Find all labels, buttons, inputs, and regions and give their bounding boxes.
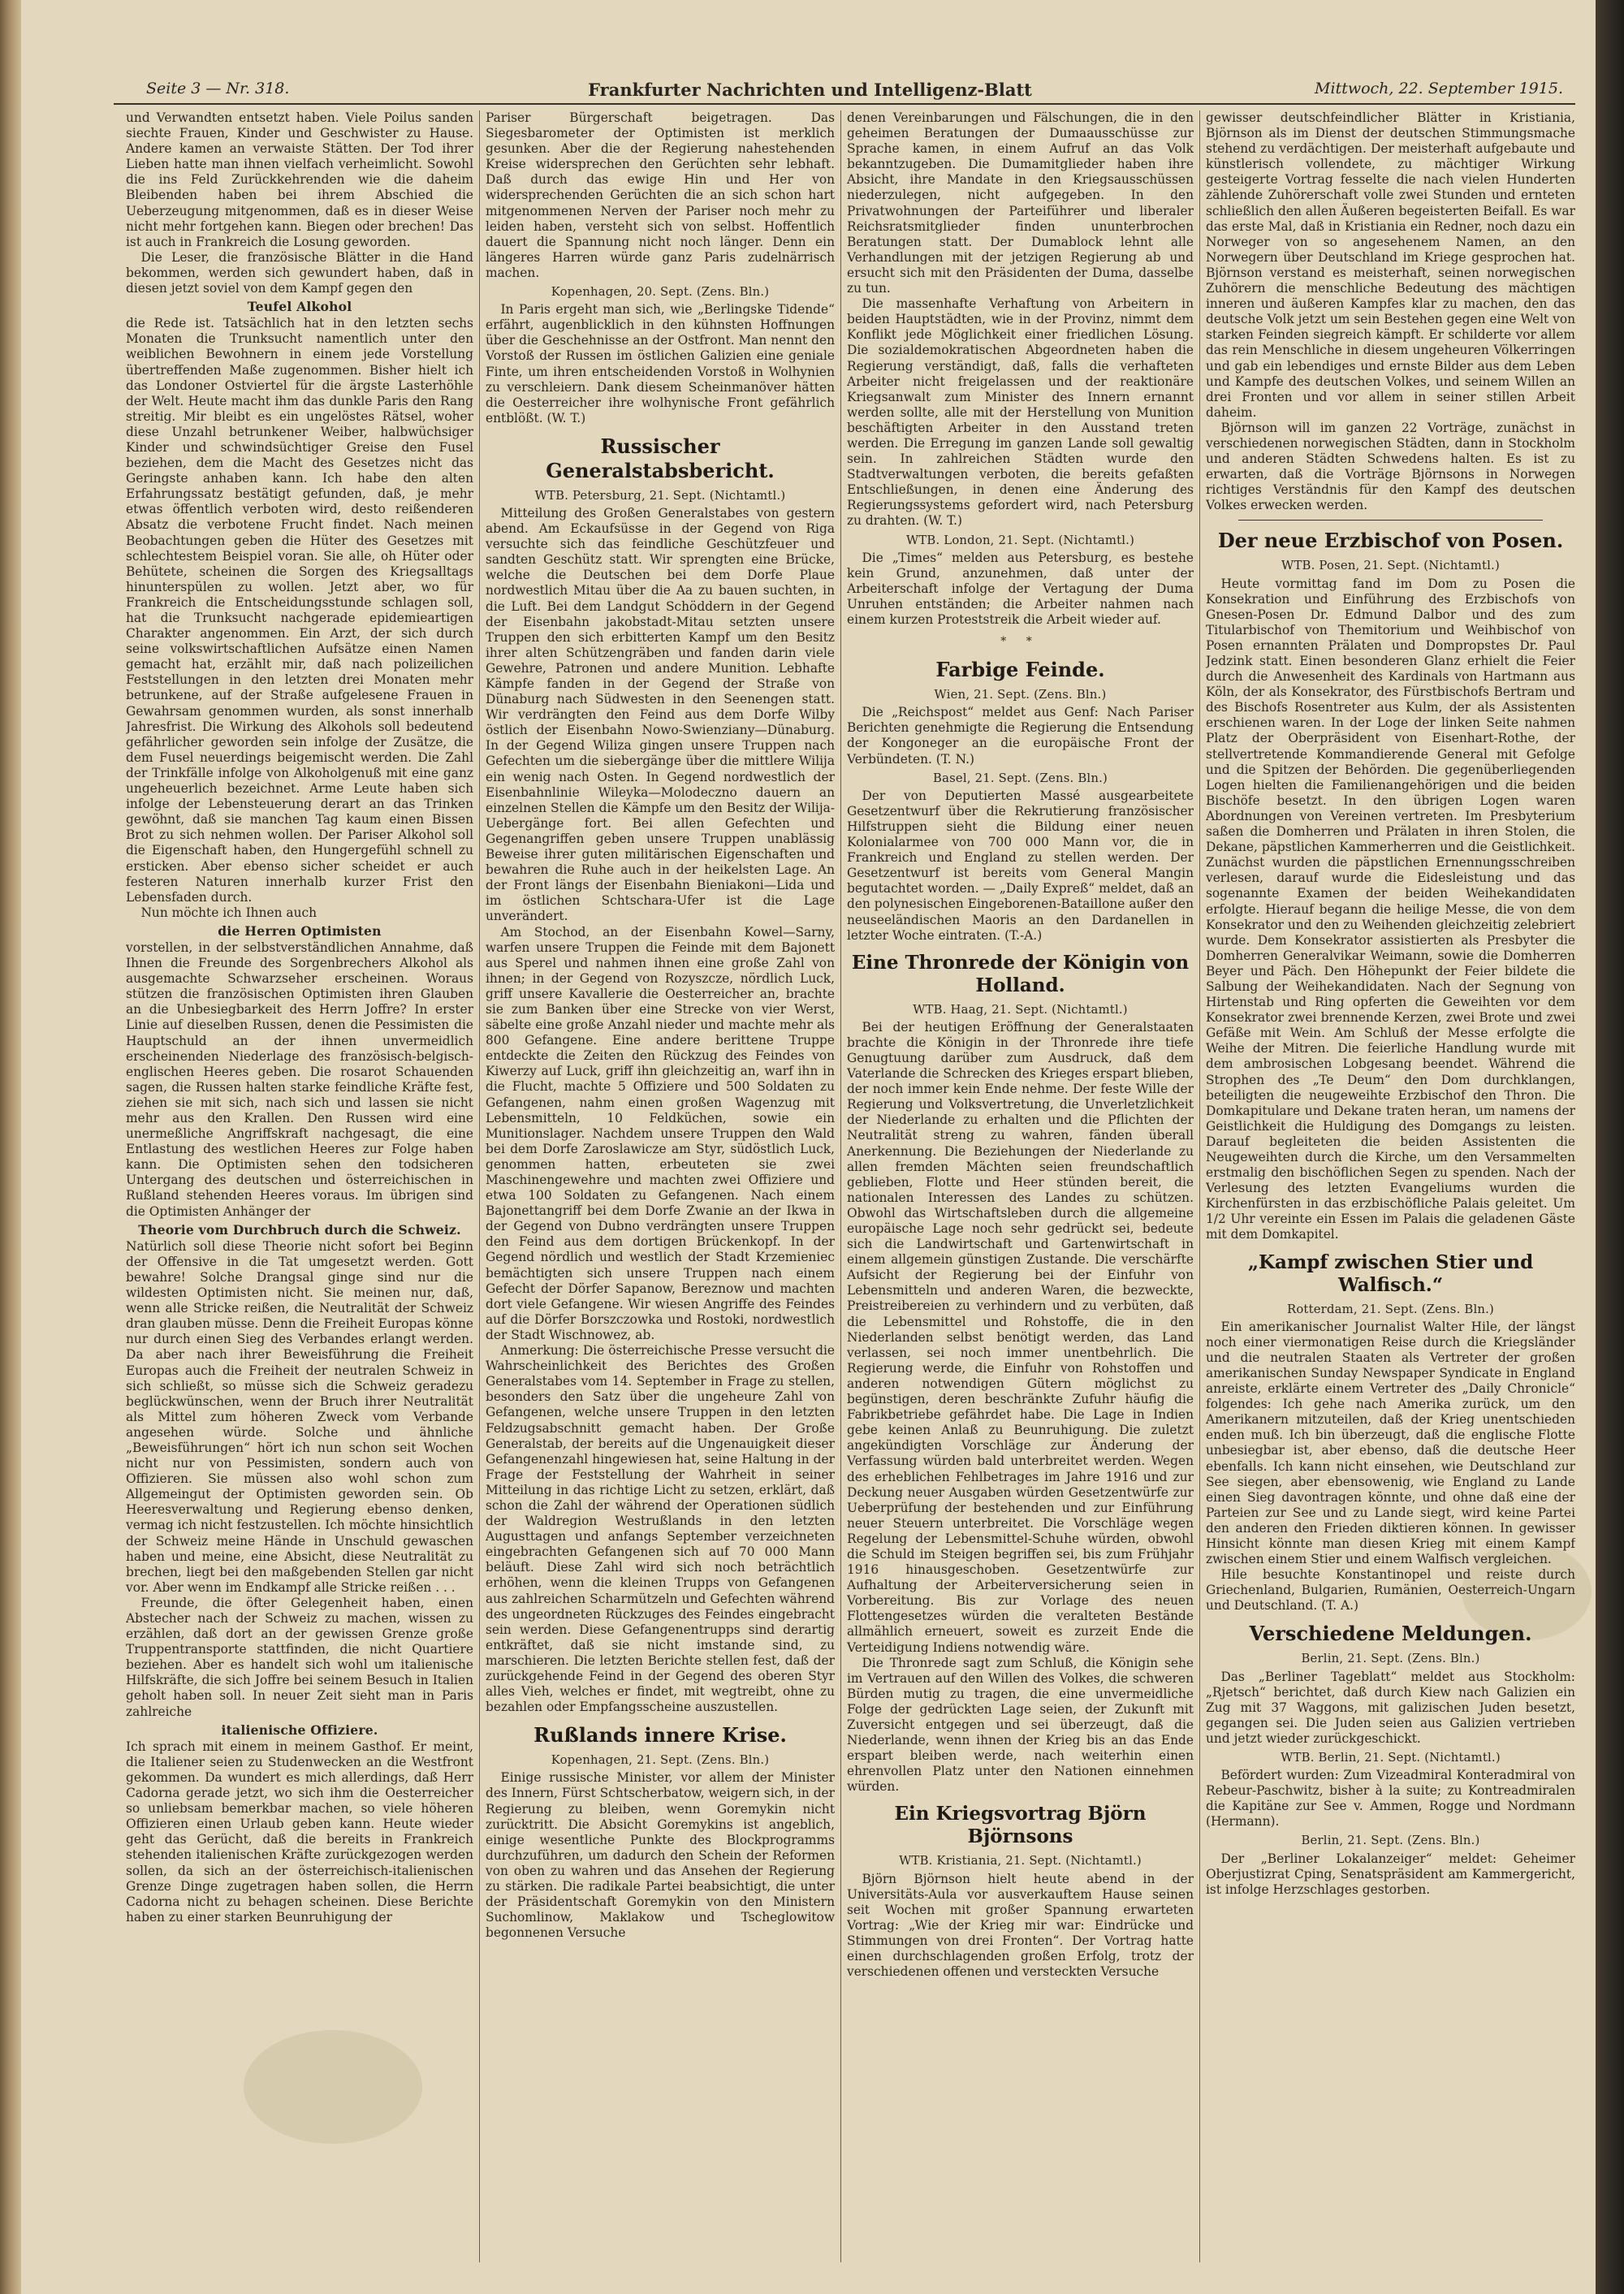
paragraph: Bei der heutigen Eröffnung der Generalstaaten brachte die Königin in der Thronrede ihre tiefe Genugtuung darüber zum Ausdruck, daß dem Vaterlande die Schrecken des Krieges erspart blieben, der noch immer kein Ende nehme. Der feste Wille der Regierung und Volksvertretung, die Unverletzlichkeit der Niederlande zu erhalten und die Pflichten der Neutralität streng zu wahren, fänden überall Anerkennung. Die Beziehungen der Niederlande zu allen fremden Mächten seien freundschaftlich geblieben, Flotte und Heer stünden bereit, die nationalen Interessen des Landes zu schützen. Obwohl das Wirtschaftsleben durch die allgemeine europäische Lage noch sehr gedrückt sei, bedeute sich die Landwirtschaft und Gartenwirtschaft in einem allgemein günstigen Zustande. Die verschärfte Aufsicht der Regierung bei der Einfuhr von Lebensmitteln und anderen Waren, die bezweckte, Preistreibereien zu verhindern und zu verbüten, daß die Lebensmittel und Rohstoffe, die in den Niederlanden selbst benötigt werden, das Land verlassen, sei noch immer unentbehrlich. Die Regierung werde, die Einfuhr von Rohstoffen und anderen notwendigen Gütern möglichst zu begünstigen, deren beschränkte Zufuhr häufig die Fabrikbetriebe gefährdet habe. Die Lage in Indien gebe keinen Anlaß zu Beunruhigung. Die zuletzt angekündigten Vorschläge zur Änderung der Verfassung würden bald unterbreitet werden. Wegen des erheblichen Fehlbetrages im Jahre 1916 und zur Deckung neuer Ausgaben würden Gesetzentwürfe zur Ueberprüfung der bestehenden und zur Einführung neuer Steuern unterbreitet. Die Vorschläge wegen Regelung der Lebensmittel-Schuhe würden, obwohl die Schuld im Steigen begriffen sei, bis zum Frühjahr 1916 hinausgeschoben. Gesetzentwürfe zur Aufhaltung der Arbeiterversicherung seien in Vorbereitung. Bis zur Vorlage des neuen Flottengesetzes würden die veralteten Bestände allmählich erneuert, soweit es zurzeit Ende die Verteidigung Indiens notwendig wäre. [847, 1019, 1194, 1655]
paragraph: Heute vormittag fand im Dom zu Posen die Konsekration und Einführung des Erzbischofs von Gnesen-Posen Dr. Edmund Dalbor und des zum Titularbischof von Themitorium und Weihbischof von Posen ernannten Prälaten und Dompropstes Dr. Paul Jedzink statt. Einen besonderen Glanz erhielt die Feier durch die Anwesenheit des Kardinals von Hartmann aus Köln, der als Konsekrator, des Fürstbischofs Bertram und des Bischofs Rosentreter aus Kulm, der als Assistenten erschienen waren. In der Loge der linken Seite nahmen Platz der Oberpräsident von Eisenhart-Rothe, der stellvertretende Kommandierende General mit Gefolge und die Spitzen der Behörden. Die gegenüberliegenden Logen hielten die Familienangehörigen und die beiden Bischöfe besetzt. In den übrigen Logen waren Abordnungen von Vereinen vertreten. Im Presbyterium saßen die Domherren und Prälaten in ihren Stolen, die Dekane, päpstlichen Kammerherren und die Geistlichkeit. Zunächst wurden die päpstlichen Ernennungsschreiben verlesen, darauf wurde die Eidesleistung und das sogenannte Examen der beiden Weihekandidaten erfolgte. Hierauf begann die heilige Messe, die von dem Konsekrator und den zu Weihenden gleichzeitig zelebriert wurde. Dem Konsekrator assistierten als Presbyter die Domherren Generalvikar Weimann, sowie die Domherren Beyer und Päch. Den Höhepunkt der Feier bildete die Salbung der Weihekandidaten. Nach der Segnung von Hirtenstab und Ring opferten die Geweihten vor dem Konsekrator zwei brennende Kerzen, zwei Brote und zwei Gefäße mit Wein. Am Schluß der Messe erfolgte die Weihe der Mitren. Die feierliche Handlung wurde mit dem ambrosischen Lobgesang beendet. Während die Strophen des „Te Deum“ den Dom durchklangen, beteiligten die neugeweihte Erzbischof den Thron. Die Domkapitulare und Dekane traten heran, um namens der Geistlichkeit die Huldigung des Domgangs zu leisten. Darauf begleiteten die beiden Assistenten die Neugeweihten durch die Kirche, um den Versammelten erstmalig den bischöflichen Segen zu spenden. Nach der Verlesung des letzten Evangeliums wurden die Kirchenfürsten in das erzbischöfliche Palais geleitet. Um 1/2 Uhr vereinte ein Essen im Palais die geladenen Gäste mit dem Domkapitel. [1206, 576, 1575, 1242]
section-rule [1238, 520, 1543, 521]
masthead [41, 73, 1579, 101]
article-headline: Der neue Erzbischof von Posen. [1217, 529, 1564, 553]
paragraph: Der „Berliner Lokalanzeiger“ meldet: Geheimer Oberjustizrat Cping, Senatspräsident am Kammergericht, ist infolge Herzschlages gestorben. [1206, 1851, 1575, 1897]
paragraph: Nun möchte ich Ihnen auch [140, 905, 317, 920]
column-divider [840, 110, 841, 2262]
dateline: Basel, 21. Sept. (Zens. Bln.) [933, 771, 1108, 785]
paragraph: Ich sprach mit einem in meinem Gasthof. Er meint, die Italiener seien zu Studenwecken an die Westfront gekommen. Da wundert es mich allerdings, daß Herr Cadorna gerade jetzt, wo sich ihm die Oesterreicher so unliebsam bemerkbar machen, so viele höheren Offizieren einen Urlaub geben kann. Heute wieder geht das Gerücht, daß die bereits in Frankreich stehenden italienischen Kräfte zurückgezogen werden sollen, da sich an der österreichisch-italienischen Grenze Dinge zugetragen haben sollen, die Herrn Cadorna nicht zu behagen scheinen. Diese Berichte haben zu einer starken Beunruhigung der [126, 1739, 473, 1925]
paragraph: Hile besuchte Konstantinopel und reiste durch Griechenland, Bulgarien, Rumänien, Oesterreich-Ungarn und Deutschland. (T. A.) [1206, 1567, 1575, 1614]
paragraph: die Rede ist. Tatsächlich hat in den letzten sechs Monaten die Trunksucht namentlich unter den weiblichen Bewohnern in einem jede Vorstellung übertreffenden Maße zugenommen. Bisher hielt ich das Londoner Ostviertel für die ärgste Lasterhöhle der Welt. Heute macht ihm das dunkle Paris den Rang streitig. Mir bleibt es ein ungelöstes Rätsel, woher diese Unzahl betrunkener Weiber, halbwüchsiger Kinder und schwindsüchtiger Greise den Fusel beziehen, dem die Macht des Gesetzes nicht das Geringste anhaben kann. Ich habe den alten Erfahrungssatz bestätigt gefunden, daß, je mehr etwas öffentlich verboten wird, desto reißenderen Absatz die verbotene Frucht findet. Nach meinen Beobachtungen geben die Hüter des Gesetzes mit schlechtestem Beispiel voran. Sie alle, oh Hüter oder Behütete, scheinen die Sorgen des Kriegsalltags hinunterspülen zu wollen. Jetzt aber, wo für Frankreich die Entscheidungsstunde schlagen soll, hat die Trunksucht nachgerade epidemieartigen Charakter angenommen. Ein Arzt, der sich durch seine volkswirtschaftlichen Aufsätze einen Namen gemacht hat, erzählt mir, daß nach polizeilichen Feststellungen in den letzten drei Monaten mehr betrunkene, auf der Straße aufgelesene Frauen in Gewahrsam genommen wurden, als sonst innerhalb Jahresfrist. Die Wirkung des Alkohols soll bedeutend gefährlicher geworden sein infolge der Zusätze, die dem Fusel neuerdings beigemischt werden. Die Zahl der Trinkfälle infolge von Alkoholgenuß mit eine ganz ungeheuerlich bezeichnet. Arme Leute haben sich infolge der Lebensteuerung derart an das Trinken gewöhnt, daß sie manchen Tag kaum einen Bissen Brot zu sich nehmen wollen. Der Pariser Alkohol soll die Eigenschaft haben, den Hungergefühl schnell zu ersticken. Aber ebenso sicher scheidet er auch festeren Naturen innerhalb kurzer Frist den Lebensfaden durch. [126, 316, 473, 905]
dateline: WTB. London, 21. Sept. (Nichtamtl.) [905, 533, 1135, 547]
subheading: Theorie vom Durchbruch durch die Schweiz. [138, 1221, 461, 1238]
paragraph: Die Leser, die französische Blätter in die Hand bekommen, werden sich gewundert haben, daß in diesen jetzt soviel von dem Kampf gegen den [126, 249, 473, 296]
dateline: Berlin, 21. Sept. (Zens. Bln.) [1301, 1652, 1480, 1666]
book-binding [0, 0, 21, 2294]
page-number: Seite 3 — Nr. 318. [146, 80, 290, 97]
column-divider [479, 110, 480, 2262]
paragraph: Natürlich soll diese Theorie nicht sofort bei Beginn der Offensive in die Tat umgesetzt werden. Gott bewahre! Solche Drangsal ginge sind nur die wildesten Optimisten nicht. Sie meinen nur, daß, wenn alle Stricke reißen, die Neutralität der Schweiz dran glauben müsse. Denn die Freiheit Europas könne nur durch einen Sieg des Verbandes erlangt werden. Da aber nach ihrer Beweisführung die Freiheit Europas auch die Freiheit der neutralen Schweiz in sich schließt, so müsse sich die Schweiz geradezu beglückwünschen, wenn der Bruch ihrer Neutralität als Mittel zum höheren Zweck vom Verbande angesehen würde. Solche und ähnliche „Beweisführungen“ hört ich nun schon seit Wochen nicht nur von Pessimisten, sondern auch von Offizieren. Sie müssen also wohl schon zum Allgemeingut der Optimisten geworden sein. Ob Heeresverwaltung und Regierung ebenso denken, vermag ich nicht festzustellen. Ich möchte hinsichtlich der Schweiz meine Hände in Unschuld gewaschen haben und meine, eine Absicht, diese Neutralität zu brechen, liegt bei den maßgebenden Stellen gar nicht vor. Aber wenn im Endkampf alle Stricke reißen . . . [126, 1238, 473, 1595]
dateline: WTB. Berlin, 21. Sept. (Nichtamtl.) [1281, 1751, 1501, 1765]
dateline: Rotterdam, 21. Sept. (Zens. Bln.) [1286, 1302, 1494, 1316]
dateline: WTB. Posen, 21. Sept. (Nichtamtl.) [1281, 559, 1500, 573]
column-2 [486, 110, 835, 2270]
paragraph: Der von Deputierten Massé ausgearbeitete Gesetzentwurf über die Rekrutierung französischer Hilfstruppen sieht die Bildung einer neuen Kolonialarmee von 700 000 Mann vor, die in Frankreich und England zu stellen werden. Der Gesetzentwurf ist bereits vom General Mangin begutachtet worden. — „Daily Expreß“ meldet, daß an den polynesischen Eingeborenen-Bataillone außer den neuseeländischen Maoris an den Dardanellen in letzter Woche eintraten. (T.-A.) [847, 788, 1194, 943]
column-1 [126, 110, 473, 2270]
dateline: Berlin, 21. Sept. (Zens. Bln.) [1301, 1834, 1480, 1848]
article-headline: Ein Kriegsvortrag Björn Björnsons [894, 1803, 1147, 1848]
paragraph: Die Thronrede sagt zum Schluß, die Königin sehe im Vertrauen auf den Willen des Volkes, die schweren Bürden mutig zu tragen, die eine unvermeidliche Folge der gedrückten Lage seien, der Zukunft mit Zuversicht entgegen und sei überzeugt, daß die Niederlande, wenn ihnen der Krieg bis an das Ende erspart bleiben werde, nach weiterhin einen ehrenvollen Platz unter den Nationen einnehmen würden. [847, 1655, 1194, 1795]
paragraph: Pariser Bürgerschaft beigetragen. Das Siegesbarometer der Optimisten ist merklich gesunken. Aber die der Regierung nahestehenden Kreise widersprechen den Gerüchten sehr lebhaft. Daß durch das ewige Hin und Her von widersprechenden Gerüchten die an sich schon hart mitgenommenen Nerven der Pariser noch mehr zu leiden haben, versteht sich von selbst. Hoffentlich dauert die Spannung nicht noch länger. Denn ein längeres Harren würde ganz Paris zudelnärrisch machen. [486, 110, 835, 280]
dateline: WTB. Haag, 21. Sept. (Nichtamtl.) [913, 1002, 1128, 1017]
subheading: Teufel Alkohol [247, 299, 352, 315]
paragraph: Die „Times“ melden aus Petersburg, es bestehe kein Grund, anzunehmen, daß unter der Arbeiterschaft infolge der Vertagung der Duma Unruhen entständen; die Arbeiter nahmen nach einem kurzen Proteststreik die Arbeit wieder auf. [847, 550, 1194, 627]
paragraph: und Verwandten entsetzt haben. Viele Poilus sanden siechte Frauen, Kinder und Geschwister zu Hause. Andere kamen an verwaiste Stätten. Der Tod ihrer Lieben hatte man ihnen vielfach verheimlicht. Sowohl die ins Feld Zurückkehrenden wie die daheim Bleibenden haben bei ihrem Abschied die Ueberzeugung mitgenommen, daß es in dieser Weise nicht mehr fortgehen kann. Biegen oder brechen! Das ist auch in Frankreich die Losung geworden. [126, 110, 473, 249]
paragraph: In Paris ergeht man sich, wie „Berlingske Tidende“ erfährt, augenblicklich in den kühnsten Hoffnungen über die Geschehnisse an der Ostfront. Man nennt den Vorstoß der Russen im östlichen Galizien eine geniale Finte, um ihren entscheidenden Vorstoß in Wolhynien zu verschleiern. Dank diesem Scheinmanöver hätten die Oesterreicher ihre wolhynische Front gefährlich entblößt. (W. T.) [486, 302, 835, 426]
paragraph: Ein amerikanischer Journalist Walter Hile, der längst noch einer viermonatigen Reise durch die Kriegsländer und die neutralen Staaten als Vertreter der großen amerikanischen Sunday Newspaper Syndicate in England anreiste, erklärte einem Vertreter des „Daily Chronicle“ folgendes: Ich gehe nach Amerika zurück, um den Amerikanern mitzuteilen, daß der Krieg unentschieden enden muß. Ich bin überzeugt, daß die englische Flotte unbesiegbar ist, aber ebenso, daß die deutsche Heer ebenfalls. Ich kann nicht einsehen, wie Deutschland zur See siegen, aber ebensowenig, wie England zu Lande einen Sieg davontragen könnte, und ohne daß eine der Parteien zur See und zu Lande siegt, wird keine Partei den anderen den Frieden diktieren können. In gewisser Hinsicht könnte man diesen Krieg mit einem Kampf zwischen einem Stier und einem Walfisch vergleichen. [1206, 1319, 1575, 1567]
paragraph: Mitteilung des Großen Generalstabes von gestern abend. Am Eckaufsüsse in der Gegend von Riga versuchte sich das feindliche Geschützfeuer und sandten Geschütz statt. Wir sprengten eine Brücke, welche die Deutschen bei dem Dorfe Plaue nordwestlich Mitau über die Aa zu bauen suchten, in die Luft. Bei dem Landgut Schöddern in der Gegend der Eisenbahn jakobstadt-Mitau setzten unsere Truppen den sich erbitterten Kampf um den Besitz ihrer alten Schützengräben und fanden darin viele Gewehre, Patronen und andere Munition. Lebhafte Kämpfe fanden in der Gegend der Straße von Dünaburg nach Südwesten in den Seenengen statt. Wir verdrängten den Feind aus dem Dorfe Wilby östlich der Eisenbahn Nowo-Swienziany—Dünaburg. In der Gegend Wiliza gingen unsere Truppen nach Gefechten um die siebergänge über die mittlere Wilija ein wenig nach Osten. In Gegend nordwestlich der Eisenbahnlinie Wileyka—Molodeczno dauern an einzelnen Stellen die Kämpfe um den Besitz der Wilija-Uebergänge fort. Bei allen Gefechten und Gegenangriffen geben unsere Truppen unablässig Beweise ihrer guten militärischen Eigenschaften und bewahren die Ruhe auch in der heikelsten Lage. An der Front längs der Eisenbahn Bieniakoni—Lida und im östlichen Schtschara-Ufer ist die Lage unverändert. [486, 505, 835, 924]
issue-date: Mittwoch, 22. September 1915. [1315, 80, 1563, 97]
header-rule [114, 103, 1575, 105]
article-headline: Eine Thronrede der Königin von Holland. [851, 951, 1190, 996]
paragraph: Björnson will im ganzen 22 Vorträge, zunächst in verschiedenen norwegischen Städten, dann in Stockholm und anderen Städten Schwedens halten. Es ist zu erwarten, daß die Vorträge Björnsons in Norwegen richtiges Verständnis für den Kampf des deutschen Volkes erwecken werden. [1206, 420, 1575, 513]
paragraph: Björn Björnson hielt heute abend in der Universitäts-Aula vor ausverkauftem Hause seinen seit Wochen mit großer Spannung erwarteten Vortrag: „Wie der Krieg mir war: Eindrücke und Stimmungen von drei Fronten“. Der Vortrag hatte einen durchschlagenden großen Erfolg, trotz der verschiedenen offenen und versteckten Versuche [847, 1871, 1194, 1980]
page-edge-shadow [1596, 0, 1624, 2294]
article-headline: „Kampf zwischen Stier und Walfisch.“ [1247, 1251, 1534, 1296]
column-3 [847, 110, 1194, 2270]
dateline: Kopenhagen, 20. Sept. (Zens. Bln.) [551, 285, 770, 300]
paragraph: Am Stochod, an der Eisenbahn Kowel—Sarny, warfen unsere Truppen die Feinde mit dem Bajonett aus Sperel und nahmen ihnen eine große Zahl von ihnen; in der Gegend von Rozyszcze, nördlich Luck, griff unsere Kavallerie die Oesterreicher an, brachte sie zum Banken über eine Strecke von vier Werst, säbelte eine große Anzahl nieder und machte mehr als 800 Gefangene. Eine andere berittene Truppe entdeckte die Zeiten den Rückzug des Feindes von Kiwerzy auf Luck, griff ihn gleichzeitig an, warf ihn in die Flucht, machte 5 Offiziere und 500 Soldaten zu Gefangenen, nahm einen großen Wagenzug mit Lebensmitteln, 10 Feldküchen, sowie ein Munitionslager. Nachdem unsere Truppen den Wald bei dem Dorfe Zaroslawicze am Styr, südöstlich Luck, genommen hatten, erbeuteten sie zwei Maschinengewehre und machten zwei Offiziere und etwa 100 Soldaten zu Gefangenen. Nach einem Bajonettangriff bei dem Dorfe Zwanie an der Ikwa in der Gegend von Dubno verdrängten unsere Truppen den Feind aus dem dortigen Brückenkopf. In der Gegend nördlich und westlich der Stadt Krzemieniec bemächtigten sich unsere Truppen nach einem Gefecht der Dörfer Sapanow, Bereznow und machten dort viele Gefangene. Wir wiesen Angriffe des Feindes auf die Dörfer Borszczowka und Rostoki, nordwestlich der Stadt Wischnowez, ab. [486, 924, 835, 1342]
paragraph: Die massenhafte Verhaftung von Arbeitern in beiden Hauptstädten, wie in der Provinz, nimmt dem Konflikt jede Möglichkeit einer friedlichen Lösung. Die sozialdemokratischen Abgeordneten haben die Regierung verständigt, daß, falls die verhafteten Arbeiter nicht freigelassen und der reaktionäre Kriegsanwalt zum Minister des Innern ernannt werden sollte, alle mit der Herstellung von Munition beschäftigten Arbeiter in den Ausstand treten werden. Die Erregung im ganzen Lande soll gewaltig sein. In zahlreichen Städten wurde den Stadtverwaltungen verboten, die bereits gefaßten Entschließungen, in denen eine Änderung des Regierungssystems gefordert wird, nach Petersburg zu drahten. (W. T.) [847, 296, 1194, 529]
column-4 [1206, 110, 1575, 2270]
dateline: WTB. Petersburg, 21. Sept. (Nichtamtl.) [534, 488, 786, 503]
paragraph: Das „Berliner Tageblatt“ meldet aus Stockholm: „Rjetsch“ berichtet, daß durch Kiew nach Galizien ein Zug mit 37 Waggons, mit galizischen Juden besetzt, gegangen sei. Die Juden seien aus Galizien vertrieben und jetzt wieder zurückgeschickt. [1206, 1669, 1575, 1746]
dateline: WTB. Kristiania, 21. Sept. (Nichtamtl.) [899, 1854, 1142, 1868]
paragraph: Befördert wurden: Zum Vizeadmiral Konteradmiral von Rebeur-Paschwitz, bisher à la suite; zu Kontreadmiralen die Kapitäne zur See v. Ammen, Rogge und Nordmann (Hermann). [1206, 1768, 1575, 1830]
article-headline: Russischer Generalstabsbericht. [546, 434, 775, 482]
column-divider [1199, 110, 1200, 2262]
paragraph: vorstellen, in der selbstverständlichen Annahme, daß Ihnen die Freunde des Sorgenbrechers Alkohol als ausgemachte Schwarzseher erscheinen. Woraus stützen die französischen Optimisten ihren Glauben an die Unbesiegbarkeit des Herrn Joffre? In erster Linie auf dieselben Russen, denen die Pessimisten die Hauptschuld an der ihnen unvermeidlich erscheinenden Niederlage des französisch-belgisch-englischen Heeres geben. Die rosarot Schauenden sagen, die Russen halten starke feindliche Kräfte fest, ziehen sie mit sich, nach sich und lassen sie nicht mehr aus den Krallen. Den Russen wird eine unermeßliche Angriffskraft nachgesagt, die eine Entlastung des westlichen Heeres zur Folge haben kann. Die Optimisten sehen den todsicheren Untergang des deutschen und österreichischen in Rußland stehenden Heeres voraus. Im übrigen sind die Optimisten Anhänger der [126, 940, 473, 1219]
article-headline: Farbige Feinde. [935, 658, 1105, 682]
subheading: italienische Offiziere. [221, 1722, 378, 1738]
paragraph: Die „Reichspost“ meldet aus Genf: Nach Pariser Berichten genehmigte die Regierung die Entsendung der Kongoneger an die europäische Front der Verbündeten. (T. N.) [847, 705, 1194, 767]
paragraph: Anmerkung: Die österreichische Presse versucht die Wahrscheinlichkeit des Berichtes des Großen Generalstabes vom 14. September in Frage zu stellen, besonders den Satz über die ungeheure Zahl von Gefangenen, welche unsere Truppen in den letzten Feldzugsabschnitt gemacht haben. Der Große Generalstab, der bereits auf die Ungenauigkeit dieser Gefangenenzahl hingewiesen hat, seine Haltung in der Frage der Feststellung der Wahrheit in seiner Mitteilung in das richtige Licht zu setzen, erklärt, daß schon die Zahl der während der Operationen südlich der Waldregion Westrußlands in den letzten Augusttagen und anfangs September verzeichneten eingebrachten Gefangenen sich auf 70 000 Mann beläuft. Diese Zahl wird sich noch beträchtlich erhöhen, wenn die kleinen Trupps von Gefangenen aus zahlreichen Scharmützeln und Gefechten während des ungeordneten Rückzuges des Feindes eingebracht sein werden. Diese Gefangenentrupps sind derartig entkräftet, daß sie nicht imstande sind, zu marschieren. Die letzten Berichte stellen fest, daß der zurückgehende Feind in der Gegend des oberen Styr alles Vieh, welches er findet, mit wegtreibt, ohne zu bezahlen oder Empfangsscheine auszustellen. [486, 1343, 835, 1715]
article-headline: Rußlands innere Krise. [533, 1723, 787, 1748]
dateline: Kopenhagen, 21. Sept. (Zens. Bln.) [551, 1753, 770, 1768]
paragraph: gewisser deutschfeindlicher Blätter in Kristiania, Björnson als im Dienst der deutschen Stimmungsmache stehend zu verdächtigen. Der meisterhaft aufgebaute und künstlerisch vollendete, zu mächtiger Wirkung gesteigerte Vortrag fesselte die nach vielen Hunderten zählende Zuhörerschaft volle zwei Stunden und ernteten schließlich den allen Äußeren begeisterten Beifall. Es war das erste Mal, daß in Kristiania ein Redner, noch dazu ein Norweger von so angesehenem Namen, an den Norwegern über Deutschland im Kriege gesprochen hat. Björnson verstand es meisterhaft, seinen norwegischen Zuhörern die menschliche Bedeutung des mächtigen inneren und äußeren Kampfes klar zu machen, den das deutsche Volk jetzt um sein Bestehen gegen eine Welt von starken Feinden siegreich kämpft. Er schilderte vor allem das rein Menschliche in diesem ungeheuren Völkerringen und gab ein lebendiges und ernste Bilder aus dem Leben und Kampfe des deutschen Volkes, und seinem Willen an drei Fronten und vor allem in seiner stillen Arbeit daheim. [1206, 110, 1575, 420]
paragraph: Freunde, die öfter Gelegenheit haben, einen Abstecher nach der Schweiz zu machen, wissen zu erzählen, daß dort an der gewissen Grenze große Truppentransporte stattfinden, die nicht Quartiere beziehen. Aber es handelt sich wohl um italienische Hilfskräfte, die sich Joffre bei seinem Besuch in Italien geholt haben soll. In neuer Zeit sieht man in Paris zahlreiche [126, 1595, 473, 1719]
article-headline: Verschiedene Meldungen. [1249, 1622, 1532, 1646]
newspaper-title: Frankfurter Nachrichten und Intelligenz-Blatt [588, 80, 1032, 100]
section-separator: * * [1000, 635, 1040, 649]
paragraph: denen Vereinbarungen und Fälschungen, die in den geheimen Beratungen der Dumaausschüsse zur Sprache kamen, in einem Aufruf an das Volk bekanntzugeben. Die Dumamitglieder haben ihre Absicht, ihre Mandate in den Kriegsausschüssen niederzulegen, nicht aufgegeben. In den Privatwohnungen der Parteiführer und liberaler Reichsratsmitglieder finden ununterbrochen Beratungen statt. Der Dumablock lehnt alle Verhandlungen mit der jetzigen Regierung ab und ersucht sich mit den Präsidenten der Duma, dasselbe zu tun. [847, 110, 1194, 296]
dateline: Wien, 21. Sept. (Zens. Bln.) [934, 688, 1107, 702]
paragraph: Einige russische Minister, vor allem der Minister des Innern, Fürst Schtscherbatow, weigern sich, in der Regierung zu bleiben, wenn Goremykin nicht zurücktritt. Die Absicht Goremykins ist angeblich, einige wesentliche Punkte des Blockprogramms durchzuführen, um dadurch den Schein der Reformen von oben zu wahren und das Ansehen der Regierung zu stärken. Die radikale Partei beabsichtigt, die unter der Präsidentschaft Goremykin von den Ministern Suchomlinow, Maklakow und Tscheglowitow begonnenen Versuche [486, 1770, 835, 1941]
subheading: die Herren Optimisten [218, 922, 382, 939]
